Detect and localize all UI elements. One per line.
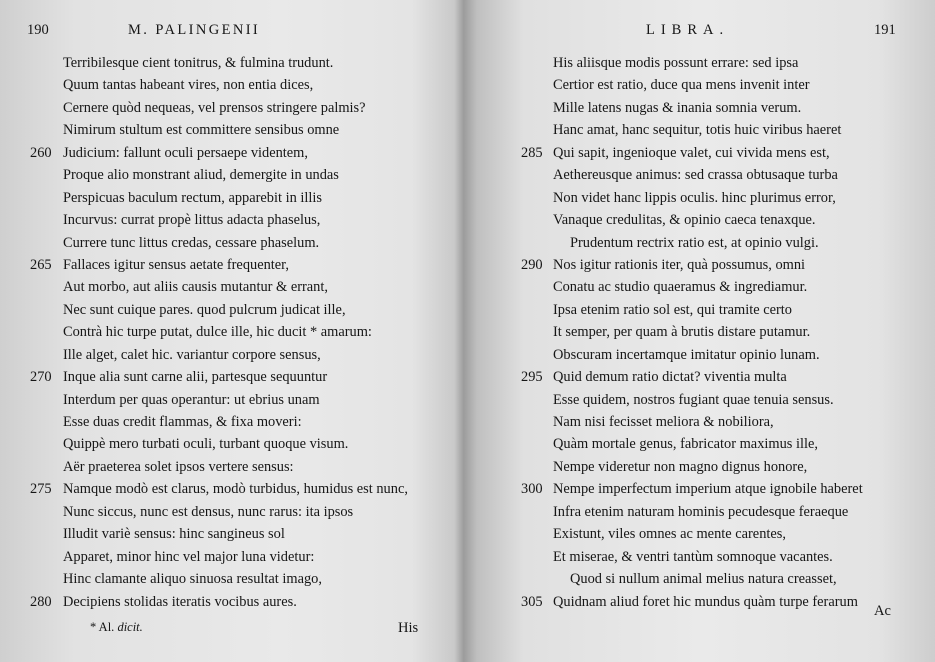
verse-line xyxy=(472,299,935,321)
verse-line xyxy=(0,411,462,433)
line-text: Vanaque credulitas, & opinio caeca tenaxque. xyxy=(553,212,816,229)
verse-line xyxy=(472,568,935,590)
line-text: Conatu ac studio quaeramus & ingrediamur. xyxy=(553,279,808,296)
line-text: Incurvus: currat propè littus adacta phaselus, xyxy=(63,212,321,229)
line-number: 270 xyxy=(30,369,52,386)
verse-line xyxy=(0,546,462,568)
verse-line xyxy=(472,523,935,545)
line-text: Prudentum rectrix ratio est, at opinio vulgi. xyxy=(570,234,819,251)
line-text: Aethereusque animus: sed crassa obtusaque turba xyxy=(553,167,838,184)
verse-line xyxy=(472,142,935,164)
line-text: Non videt hanc lippis oculis. hinc plurimus error, xyxy=(553,189,836,206)
verse-line xyxy=(472,546,935,568)
line-text: Decipiens stolidas iteratis vocibus aures. xyxy=(63,593,297,610)
line-text: Illudit variè sensus: hinc sangineus sol xyxy=(63,526,285,543)
running-head: LIBRA. xyxy=(646,22,730,38)
verse-line xyxy=(0,276,462,298)
line-text: Inque alia sunt carne alii, partesque sequuntur xyxy=(63,369,328,386)
line-text: Esse duas credit flammas, & fixa moveri: xyxy=(63,414,302,430)
line-text: Aër praeterea solet ipsos vertere sensus: xyxy=(63,458,294,475)
catchword: His xyxy=(398,620,419,636)
line-number: 305 xyxy=(521,593,543,610)
verse-line xyxy=(472,164,935,186)
line-text: Nempe imperfectum imperium atque ignobile haberet xyxy=(553,481,863,498)
line-text: Apparet, minor hinc vel major luna videtur: xyxy=(63,548,315,565)
verse-line xyxy=(0,119,462,141)
line-text: Quum tantas habeant vires, non entia dices, xyxy=(63,77,314,94)
line-number: 285 xyxy=(521,144,543,161)
line-text: Hanc amat, hanc sequitur, totis huic viribus haeret xyxy=(553,122,842,139)
line-text: Judicium: fallunt oculi persaepe videntem, xyxy=(63,144,308,161)
verse-line xyxy=(0,209,462,231)
line-text: Mille latens nugas & inania somnia verum. xyxy=(553,99,802,116)
verse-line xyxy=(472,119,935,141)
verse-line xyxy=(0,568,462,590)
verse-line xyxy=(472,232,935,254)
line-text: Cernere quòd nequeas, vel prensos stringere palmis? xyxy=(63,99,366,116)
catchword: Ac xyxy=(874,603,891,619)
verse-line xyxy=(472,456,935,478)
verse-line xyxy=(0,433,462,455)
line-text: Proque alio monstrant aliud, demergite in undas xyxy=(63,167,339,184)
verse-line xyxy=(472,276,935,298)
line-text: Currere tunc littus credas, cessare phaselum. xyxy=(63,234,320,251)
line-text: Esse quidem, nostros fugiant quae tenuia sensus. xyxy=(553,391,834,408)
line-text: Et miserae, & ventri tantùm somnoque vacantes. xyxy=(553,548,833,565)
line-text: Nam nisi fecisset meliora & nobiliora, xyxy=(553,414,774,430)
verse-line xyxy=(472,97,935,119)
line-text: Nos igitur rationis iter, quà possumus, omni xyxy=(553,256,806,273)
line-text: Obscuram incertamque imitatur opinio lunam. xyxy=(553,346,820,363)
verse-line xyxy=(0,97,462,119)
line-text: Quid demum ratio dictat? viventia multa xyxy=(553,369,787,386)
verse-line xyxy=(472,411,935,433)
line-text: Nimirum stultum est committere sensibus omne xyxy=(63,122,340,139)
line-text: Quippè mero turbati oculi, turbant quoque visum. xyxy=(63,436,349,453)
running-head: M. PALINGENII xyxy=(128,22,261,38)
verse-line xyxy=(0,74,462,96)
verse-line xyxy=(0,501,462,523)
line-text: Ipsa etenim ratio sol est, qui tramite certo xyxy=(553,301,792,318)
page-number: 191 xyxy=(874,22,896,38)
line-text: Nempe videretur non magno dignus honore, xyxy=(553,458,808,475)
verse-line xyxy=(472,478,935,500)
verse-line xyxy=(472,321,935,343)
left-page xyxy=(0,0,462,662)
footnote xyxy=(90,620,143,635)
line-text: Certior est ratio, duce qua mens invenit inter xyxy=(553,77,810,94)
line-text: Existunt, viles omnes ac mente carentes, xyxy=(553,526,786,543)
verse-line xyxy=(472,501,935,523)
line-text: His aliisque modis possunt errare: sed ipsa xyxy=(553,55,799,71)
verse-line xyxy=(0,142,462,164)
line-text: Nunc siccus, nunc est densus, nunc rarus: ita ipsos xyxy=(63,503,354,520)
line-number: 290 xyxy=(521,256,543,273)
verse-line xyxy=(0,478,462,500)
verse-line xyxy=(472,52,935,74)
line-text: Infra etenim naturam hominis pecudesque feraeque xyxy=(553,503,849,520)
line-text: Ille alget, calet hic. variantur corpore sensus, xyxy=(63,346,321,363)
line-text: Qui sapit, ingenioque valet, cui vivida mens est, xyxy=(553,144,830,161)
verse-line xyxy=(472,254,935,276)
page-number: 190 xyxy=(27,22,49,38)
verse-line xyxy=(0,232,462,254)
verse-line xyxy=(0,187,462,209)
verse-line xyxy=(0,344,462,366)
verse-line xyxy=(472,366,935,388)
verse-line xyxy=(472,433,935,455)
verse-line xyxy=(0,523,462,545)
verse-line xyxy=(0,52,462,74)
verse-line xyxy=(472,209,935,231)
line-text: Quàm mortale genus, fabricator maximus ille, xyxy=(553,436,818,453)
verse-line xyxy=(472,187,935,209)
verse-line xyxy=(472,344,935,366)
line-text: Interdum per quas operantur: ut ebrius unam xyxy=(63,391,320,408)
verse-line xyxy=(0,164,462,186)
line-number: 275 xyxy=(30,481,52,498)
line-text: Terribilesque cient tonitrus, & fulmina trudunt. xyxy=(63,55,334,71)
line-number: 265 xyxy=(30,256,52,273)
verse-line xyxy=(472,591,935,613)
line-text: Namque modò est clarus, modò turbidus, humidus est nunc, xyxy=(63,481,408,498)
verse-line xyxy=(472,74,935,96)
verse-lines xyxy=(472,52,935,613)
verse-lines xyxy=(0,52,462,613)
verse-line xyxy=(0,389,462,411)
footnote-word: dicit. xyxy=(117,620,143,634)
verse-line xyxy=(472,389,935,411)
line-text: Perspicuas baculum rectum, apparebit in illis xyxy=(63,189,322,206)
line-text: Quidnam aliud foret hic mundus quàm turpe ferarum xyxy=(553,593,858,610)
verse-line xyxy=(0,366,462,388)
line-text: Hinc clamante aliquo sinuosa resultat imago, xyxy=(63,571,322,588)
verse-line xyxy=(0,456,462,478)
line-text: Quod si nullum animal melius natura creasset, xyxy=(570,571,837,588)
line-number: 260 xyxy=(30,144,52,161)
verse-line xyxy=(0,254,462,276)
line-text: Contrà hic turpe putat, dulce ille, hic ducit * amarum: xyxy=(63,324,372,341)
right-page xyxy=(472,0,935,662)
verse-line xyxy=(0,591,462,613)
line-text: Aut morbo, aut aliis causis mutantur & errant, xyxy=(63,279,328,296)
verse-line xyxy=(0,321,462,343)
footnote-mark: * Al. xyxy=(90,620,115,634)
line-number: 295 xyxy=(521,369,543,386)
line-number: 280 xyxy=(30,593,52,610)
line-text: Fallaces igitur sensus aetate frequenter, xyxy=(63,256,289,273)
verse-line xyxy=(0,299,462,321)
line-text: Nec sunt cuique pares. quod pulcrum judicat ille, xyxy=(63,301,346,318)
line-text: It semper, per quam à brutis distare putamur. xyxy=(553,324,811,341)
line-number: 300 xyxy=(521,481,543,498)
